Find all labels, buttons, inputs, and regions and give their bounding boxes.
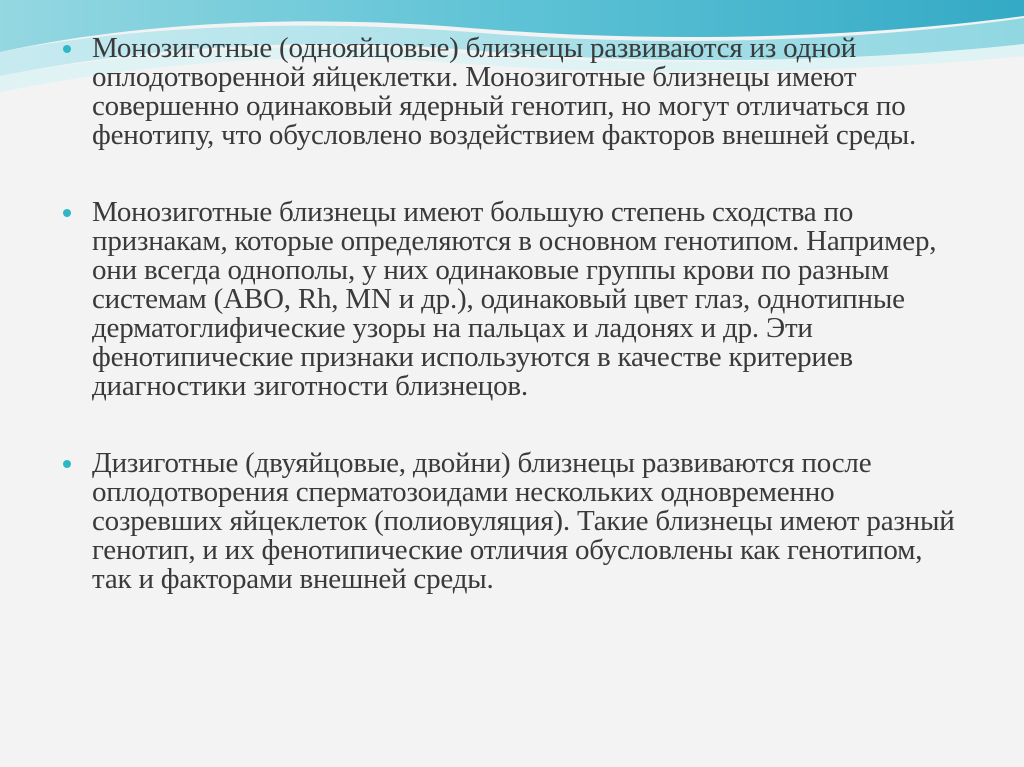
bullet-item-1 (60, 34, 960, 150)
bullet-text: Монозиготные близнецы имеют большую степень сходства по признакам, которые определяются в основном генотипом. Например, они всегда однополы, у них одинаковые группы крови по разным системам (АВО, Rh, MN и др.), одинаковый цвет глаз, однотипные дерматоглифические узоры на пальцах и ладонях и др. Эти фенотипические признаки используются в качестве критериев диагностики зиготности близнецов. (92, 196, 937, 402)
bullet-text: Монозиготные (однояйцовые) близнецы развиваются из одной оплодотворенной яйцеклетки. Монозиготные близнецы имеют совершенно одинаковый ядерный генотип, но могут отличаться по фенотипу, что обусловлено воздействием факторов внешней среды. (92, 32, 917, 151)
bullet-text: Дизиготные (двуяйцовые, двойни) близнецы развиваются после оплодотворения сперматозоидами нескольких одновременно созревших яйцеклеток (полиовуляция). Такие близнецы имеют разный генотип, и их фенотипические отличия обусловлены как генотипом, так и факторами внешней среды. (92, 447, 955, 595)
bullet-dot-icon (63, 460, 71, 468)
bullet-item-3 (60, 449, 960, 594)
bullet-dot-icon (63, 209, 71, 217)
bullet-list (60, 34, 960, 594)
bullet-item-2 (60, 198, 960, 401)
bullet-dot-icon (63, 45, 71, 53)
